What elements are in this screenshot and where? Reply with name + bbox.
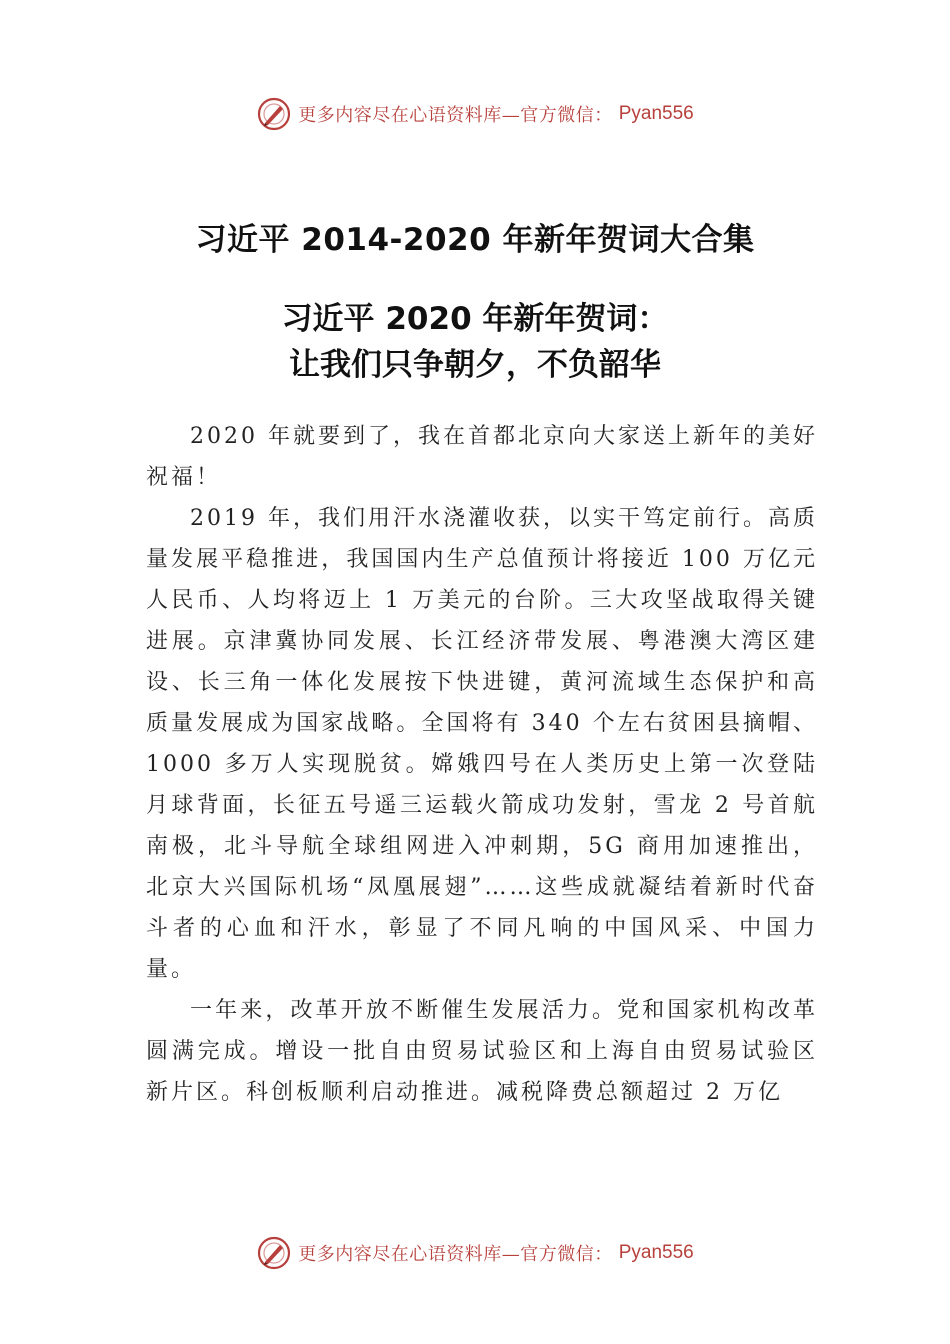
promo-text: 更多内容尽在心语资料库—官方微信： <box>298 105 613 126</box>
sub-title-line-1: 习近平 2020 年新年贺词： <box>281 301 669 337</box>
wechat-id: Pyan556 <box>618 103 694 124</box>
promo-text: 更多内容尽在心语资料库—官方微信： <box>298 1244 613 1265</box>
footer-banner <box>0 1233 950 1273</box>
sub-title-line-2: 让我们只争朝夕，不负韶华 <box>289 347 661 383</box>
document-sub-title <box>0 296 950 388</box>
pen-circle-logo-icon <box>256 96 292 132</box>
document-body <box>146 416 818 1113</box>
header-banner <box>0 94 950 134</box>
document-main-title: 习近平 2014-2020 年新年贺词大合集 <box>195 222 755 258</box>
paragraph: 2020 年就要到了，我在首都北京向大家送上新年的美好祝福！ <box>146 424 818 490</box>
wechat-id: Pyan556 <box>618 1242 694 1263</box>
paragraph: 一年来，改革开放不断催生发展活力。党和国家机构改革圆满完成。增设一批自由贸易试验区和上海自由贸易试验区新片区。科创板顺利启动推进。减税降费总额超过 2 万亿 <box>146 998 818 1105</box>
pen-circle-logo-icon <box>256 1235 292 1271</box>
paragraph: 2019 年，我们用汗水浇灌收获，以实干笃定前行。高质量发展平稳推进，我国国内生产总值预计将接近 100 万亿元人民币、人均将迈上 1 万美元的台阶。三大攻坚战取得关键进展。京津冀协同发展、长江经济带发展、粤港澳大湾区建设、长三角一体化发展按下快进键，黄河流域生态保护和高质量发展成为国家战略。全国将有 340 个左右贫困县摘帽、1000 多万人实现脱贫。嫦娥四号在人类历史上第一次登陆月球背面，长征五号遥三运载火箭成功发射，雪龙 2 号首航南极，北斗导航全球组网进入冲刺期，5G 商用加速推出，北京大兴国际机场“凤凰展翅”……这些成就凝结着新时代奋斗者的心血和汗水，彰显了不同凡响的中国风采、中国力量。 <box>146 506 818 982</box>
